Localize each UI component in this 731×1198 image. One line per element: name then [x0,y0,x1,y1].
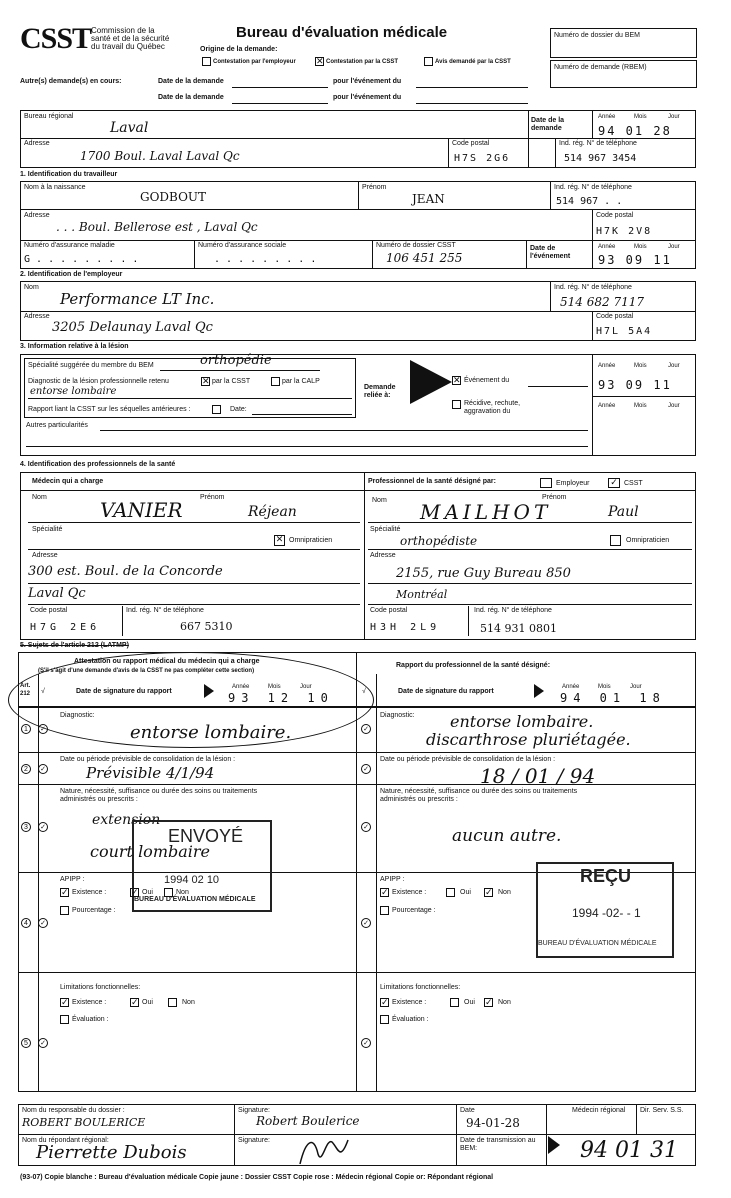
s1-address-label: Adresse [24,212,50,219]
s5-right-lim-oui-checkbox[interactable] [450,998,459,1007]
s4-left-postal: H7G 2E6 [30,622,101,633]
s4-left-first-label: Prénom [200,494,225,501]
s4-right-omni-checkbox[interactable] [610,535,621,546]
footer-transmit-label: Date de transmission au BEM: [460,1137,536,1152]
s3-diag-csst: par la CSST [212,378,251,385]
regional-month-label: Mois [634,114,647,120]
s5-left-day-label: Jour [300,684,312,690]
s3-day-label: Jour [668,363,680,369]
s5-right-limits-label: Limitations fonctionnelles: [380,984,461,991]
s5-right-consol: 18 / 01 / 94 [480,764,596,788]
s5-right-non-checkbox[interactable]: ✓ [485,887,493,897]
footer-rep-value: Pierrette Dubois [36,1142,187,1163]
s4-left-address-1: 300 est. Boul. de la Concorde [28,564,223,579]
request-date-label-2: Date de la demande [158,94,224,101]
row-check-right-5: ✓ [361,1038,371,1048]
s1-month-label: Mois [634,244,647,250]
s5-right-existence-label: Existence : [392,889,427,896]
row-number-5: 5 [21,1038,31,1048]
s4-csst-checkbox[interactable]: ✓ [608,478,620,488]
s4-right-postal-label: Code postal [370,607,408,614]
footer-rep-label: Nom du répondant régional: [22,1137,109,1144]
s4-employer-label: Employeur [556,480,590,487]
s5-right-lim-non-checkbox[interactable]: ✓ [485,997,493,1007]
origin-employer-label: Contestation par l'employeur [213,59,296,65]
origin-csst-checkbox[interactable]: ✕ [316,56,324,66]
row-check-5: ✓ [38,1038,48,1048]
s5-right-oui-label: Oui [460,889,471,896]
for-event-label-1: pour l'événement du [333,78,402,85]
s5-left-diag-label: Diagnostic: [60,712,95,719]
s2-address: 3205 Delaunay Laval Qc [52,320,213,335]
s3-diag-csst-checkbox[interactable]: ✕ [202,376,210,386]
s3-title: 3. Information relative à la lésion [20,343,129,350]
s5-right-diag-label: Diagnostic: [380,712,415,719]
s3-diag-calp: par la CALP [282,378,320,385]
request-date-label-1: Date de la demande [158,78,224,85]
s5-left-subtitle: (S'il s'agit d'une demande d'avis de la CSST ne pas compléter cette section) [38,668,255,674]
received-stamp-office: BUREAU D'ÉVALUATION MÉDICALE [538,940,657,947]
s5-left-lim-non-checkbox[interactable] [168,998,177,1007]
s2-postal: H7L 5A4 [596,326,653,337]
origin-avis-label: Avis demandé par la CSST [435,59,511,65]
s3-event-option: Événement du [464,377,510,384]
s4-left-postal-label: Code postal [30,607,68,614]
regional-office-label: Bureau régional [24,113,74,120]
s4-left-omni-label: Omnipraticien [289,537,333,544]
s4-right-name: MAILHOT [420,500,552,524]
s1-day-label: Jour [668,244,680,250]
row-check-2: ✓ [38,764,48,774]
s4-left-omni-checkbox[interactable]: ✕ [275,534,284,544]
row-check-right-2: ✓ [361,764,371,774]
s2-name-label: Nom [24,284,39,291]
s3-day-label-2: Jour [668,403,680,409]
s3-specialty-value: orthopédie [200,353,272,368]
s4-left-address-label: Adresse [32,552,58,559]
s5-left-consol-label: Date ou période prévisible de consolidation de la lésion : [60,756,236,763]
s4-right-phone: 514 931 0801 [480,622,557,635]
s4-right-omni-label: Omnipraticien [626,537,670,544]
s4-title: 4. Identification des professionnels de la santé [20,461,176,468]
s5-left-non-checkbox[interactable] [164,888,173,897]
s5-check-icon-right: √ [362,688,366,695]
s5-right-oui-checkbox[interactable] [446,888,455,897]
s4-employer-checkbox[interactable] [540,478,552,488]
row-number-2: 2 [21,764,31,774]
bem-request-label: Numéro de demande (RBEM) [554,64,647,71]
origin-employer-checkbox[interactable] [202,57,211,66]
regional-date-value: 94 01 28 [598,124,672,138]
s5-left-lim-non-label: Non [182,999,195,1006]
s1-postal: H7K 2V8 [596,226,653,237]
s1-first-name-label: Prénom [362,184,387,191]
s5-left-care-label-2: administrés ou prescrits : [60,796,138,803]
s5-right-lim-existence-checkbox[interactable]: ✓ [381,997,389,1007]
s5-right-arrow-icon [534,684,544,698]
s5-title: 5. Sujets de l'article 212 (LATMP) [20,642,129,649]
s1-sin-value: . . . . . . . . . [214,254,317,265]
footer-date-value: 94-01-28 [466,1116,520,1130]
s3-report-checkbox[interactable] [212,405,221,414]
row-check-3: ✓ [38,822,48,832]
sent-stamp-date: 1994 02 10 [164,874,220,886]
s5-left-existence-checkbox[interactable]: ✓ [61,887,69,897]
footer-arrow-icon [548,1136,560,1154]
regional-phone-label: Ind. rég. N° de téléphone [559,140,637,147]
s5-left-oui-checkbox[interactable]: ✓ [131,887,139,897]
s5-right-pct-checkbox[interactable] [380,906,389,915]
s4-right-postal: H3H 2L9 [370,622,441,633]
row-number-3: 3 [21,822,31,832]
row-check-right-4: ✓ [361,918,371,928]
s1-health-label: Numéro d'assurance maladie [24,242,115,249]
s3-event-checkbox[interactable]: ✕ [453,375,461,385]
s4-left-name-label: Nom [32,494,47,501]
footer-dir-label: Dir. Serv. S.S. [640,1107,684,1114]
s5-left-title: Attestation ou rapport médical du médecin qui a charge [74,658,260,665]
sent-stamp-office: BUREAU D'ÉVALUATION MÉDICALE [134,896,256,903]
s1-address: . . . Boul. Bellerose est , Laval Qc [56,220,258,234]
s3-month-label-2: Mois [634,403,647,409]
s1-year-label: Année [598,244,616,250]
row-number-4: 4 [21,918,31,928]
s5-right-lim-oui-label: Oui [464,999,475,1006]
s5-left-eval-label: Évaluation : [72,1016,109,1023]
footer-med-label: Médecin régional [572,1107,626,1114]
s1-birth-name: GODBOUT [140,190,207,204]
s3-year-label-2: Année [598,403,616,409]
s5-left-apipp-label: APIPP : [60,876,85,883]
s5-right-day-label: Jour [630,684,642,690]
s1-event-value: 93 09 11 [598,253,672,267]
s3-report-label: Rapport liant la CSST sur les séquelles antérieures : [28,406,191,413]
footer-date-label: Date [460,1107,475,1114]
s4-left-name: VANIER [100,498,183,522]
s3-linked-label: Demande reliée à: [364,384,396,399]
s4-left-phone-label: Ind. rég. N° de téléphone [126,607,204,614]
s1-file-value: 106 451 255 [386,251,463,265]
row-check-4: ✓ [38,918,48,928]
s2-postal-label: Code postal [596,313,634,320]
s3-month-label: Mois [634,363,647,369]
s5-left-diag: entorse lombaire. [130,722,292,743]
s5-right-care-label-2: administrés ou prescrits : [380,796,458,803]
regional-day-label: Jour [668,114,680,120]
s5-left-care-2: court lombaire [90,842,210,861]
s5-left-lim-oui-checkbox[interactable]: ✓ [131,997,139,1007]
s4-right-phone-label: Ind. rég. N° de téléphone [474,607,552,614]
regional-date-label: Date de la demande [531,117,565,132]
s5-right-title: Rapport du professionnel de la santé désigné: [396,662,551,669]
regional-postal-label: Code postal [452,140,490,147]
s5-left-year-label: Année [232,684,250,690]
s5-left-arrow-icon [204,684,214,698]
s2-address-label: Adresse [24,313,50,320]
footer-sig-label-2: Signature: [238,1137,270,1144]
page-title: Bureau d'évaluation médicale [236,24,448,41]
s5-left-existence-label: Existence : [72,889,107,896]
received-stamp-date: 1994 -02- - 1 [572,906,641,920]
s5-right-diag-2: discarthrose pluriétagée. [426,730,631,749]
s1-first-name: JEAN [412,192,445,206]
s1-sin-label: Numéro d'assurance sociale [198,242,287,249]
footer-sig-value: Robert Boulerice [256,1114,360,1128]
s5-left-non-label: Non [176,889,189,896]
s5-left-sign-label: Date de signature du rapport [76,688,172,695]
s1-health-value: G . . . . . . . . . [24,254,139,265]
s5-left-sign-date: 93 12 10 [228,691,334,705]
s4-right-first: Paul [608,504,639,520]
footer-resp-label: Nom du responsable du dossier : [22,1107,125,1114]
regional-phone-value: 514 967 3454 [564,153,637,164]
footer-sig-label-1: Signature: [238,1107,270,1114]
sent-stamp-title: ENVOYÉ [168,826,244,846]
s1-postal-label: Code postal [596,212,634,219]
s5-left-month-label: Mois [268,684,281,690]
row-check-1: ✓ [38,724,48,734]
row-check-right-3: ✓ [361,822,371,832]
s5-art-label: Art. 212 [20,683,31,697]
s5-left-lim-existence-checkbox[interactable]: ✓ [61,997,69,1007]
s1-event-label: Date de l'événement [530,245,571,260]
s4-left-first: Réjean [248,504,297,520]
s5-right-existence-checkbox[interactable]: ✓ [381,887,389,897]
footer-signature-scribble [296,1134,356,1168]
s5-left-pct-checkbox[interactable] [60,906,69,915]
s5-left-lim-oui-label: Oui [142,999,153,1006]
s4-left-phone: 667 5310 [180,620,233,633]
s3-diag-value: entorse lombaire [30,386,117,397]
s5-right-lim-existence-label: Existence : [392,999,427,1006]
s5-right-apipp-label: APIPP : [380,876,405,883]
s5-right-care: aucun autre. [452,826,562,846]
s3-report-date-label: Date: [230,406,247,413]
s2-title: 2. Identification de l'employeur [20,271,123,278]
s5-left-eval-checkbox[interactable] [60,1015,69,1024]
footer-copies: (93-07) Copie blanche : Bureau d'évaluation médicale Copie jaune : Dossier CSST Copie rose : Médecin régional Copie or: Répondant régional [20,1174,494,1181]
regional-address-value: 1700 Boul. Laval Laval Qc [80,149,240,163]
s4-right-address-2: Montréal [396,588,448,601]
regional-year-label: Année [598,114,616,120]
s3-recur-option: Récidive, rechute, aggravation du [464,400,521,415]
org-line-3: du travail du Québec [91,42,165,51]
row-check-right-1: ✓ [361,724,371,734]
origin-csst-label: Contestation par la CSST [326,59,399,65]
received-stamp-title: REÇU [580,866,632,886]
s5-left-care-1: extension [92,812,161,828]
other-requests-label: Autre(s) demande(s) en cours: [20,78,122,85]
s4-right-specialty: orthopédiste [400,534,478,548]
s4-right-first-label: Prénom [542,494,567,501]
origin-label: Origine de la demande: [200,46,278,53]
s5-right-eval-checkbox[interactable] [380,1015,389,1024]
s4-right-title: Professionnel de la santé désigné par: [368,478,496,485]
regional-office-value: Laval [110,120,149,136]
s5-left-pct-label: Pourcentage : [72,907,116,914]
s4-left-address-2: Laval Qc [28,586,86,601]
s4-right-name-label: Nom [372,497,387,504]
s1-file-label: Numéro de dossier CSST [376,242,456,249]
s4-left-title: Médecin qui a charge [32,478,104,485]
s4-csst-label: CSST [624,480,643,487]
s3-diag-label: Diagnostic de la lésion professionnelle retenu [28,378,169,385]
s5-right-month-label: Mois [598,684,611,690]
regional-postal-value: H7S 2G6 [454,153,511,164]
s5-right-non-label: Non [498,889,511,896]
s5-left-consol: Prévisible 4/1/94 [86,764,215,782]
org-line-2: santé et de la sécurité [91,34,170,43]
s3-arrow-icon [408,358,454,406]
s4-right-address-1: 2155, rue Guy Bureau 850 [396,566,571,581]
logo-text: CSST [20,22,92,55]
s5-right-sign-date: 94 01 18 [560,691,666,705]
s4-right-specialty-label: Spécialité [370,526,401,533]
s2-phone: 514 682 7117 [560,295,644,309]
bem-file-label: Numéro de dossier du BEM [554,32,640,39]
s2-phone-label: Ind. rég. N° de téléphone [554,284,632,291]
for-event-label-2: pour l'événement du [333,94,402,101]
org-line-1: Commission de la [91,26,155,35]
s3-year-label: Année [598,363,616,369]
s5-right-consol-label: Date ou période prévisible de consolidation de la lésion : [380,756,556,763]
s5-right-care-label-1: Nature, nécessité, suffisance ou durée des soins ou traitements [380,788,578,795]
s3-recur-checkbox[interactable] [452,400,461,409]
footer-resp-value: ROBERT BOULERICE [22,1116,146,1129]
s4-left-specialty-label: Spécialité [32,526,63,533]
s5-left-limits-label: Limitations fonctionnelles: [60,984,141,991]
origin-avis-checkbox[interactable] [424,57,433,66]
s1-phone-label: Ind. rég. N° de téléphone [554,184,632,191]
s4-right-address-label: Adresse [370,552,396,559]
s3-specialty-label: Spécialité suggérée du membre du BEM [28,362,154,369]
s5-check-icon-left: √ [41,688,45,695]
s5-right-pct-label: Pourcentage : [392,907,436,914]
s5-left-oui-label: Oui [142,889,153,896]
csst-logo [20,24,91,54]
s3-diag-calp-checkbox[interactable] [271,377,280,386]
s2-name: Performance LT Inc. [60,290,215,308]
s1-title: 1. Identification du travailleur [20,171,118,178]
s5-right-lim-non-label: Non [498,999,511,1006]
s3-event-date: 93 09 11 [598,378,672,392]
s5-right-sign-label: Date de signature du rapport [398,688,494,695]
s1-birth-name-label: Nom à la naissance [24,184,86,191]
s5-right-year-label: Année [562,684,580,690]
regional-address-label: Adresse [24,140,50,147]
s5-left-care-label-1: Nature, nécessité, suffisance ou durée des soins ou traitements [60,788,258,795]
s5-left-lim-existence-label: Existence : [72,999,107,1006]
row-number-1: 1 [21,724,31,734]
s1-phone: 514 967 . . [556,196,623,207]
s5-right-eval-label: Évaluation : [392,1016,429,1023]
footer-transmit-value: 94 01 31 [580,1138,678,1163]
s3-other-label: Autres particularités [26,422,88,429]
s5-right-diag-1: entorse lombaire. [450,712,594,731]
